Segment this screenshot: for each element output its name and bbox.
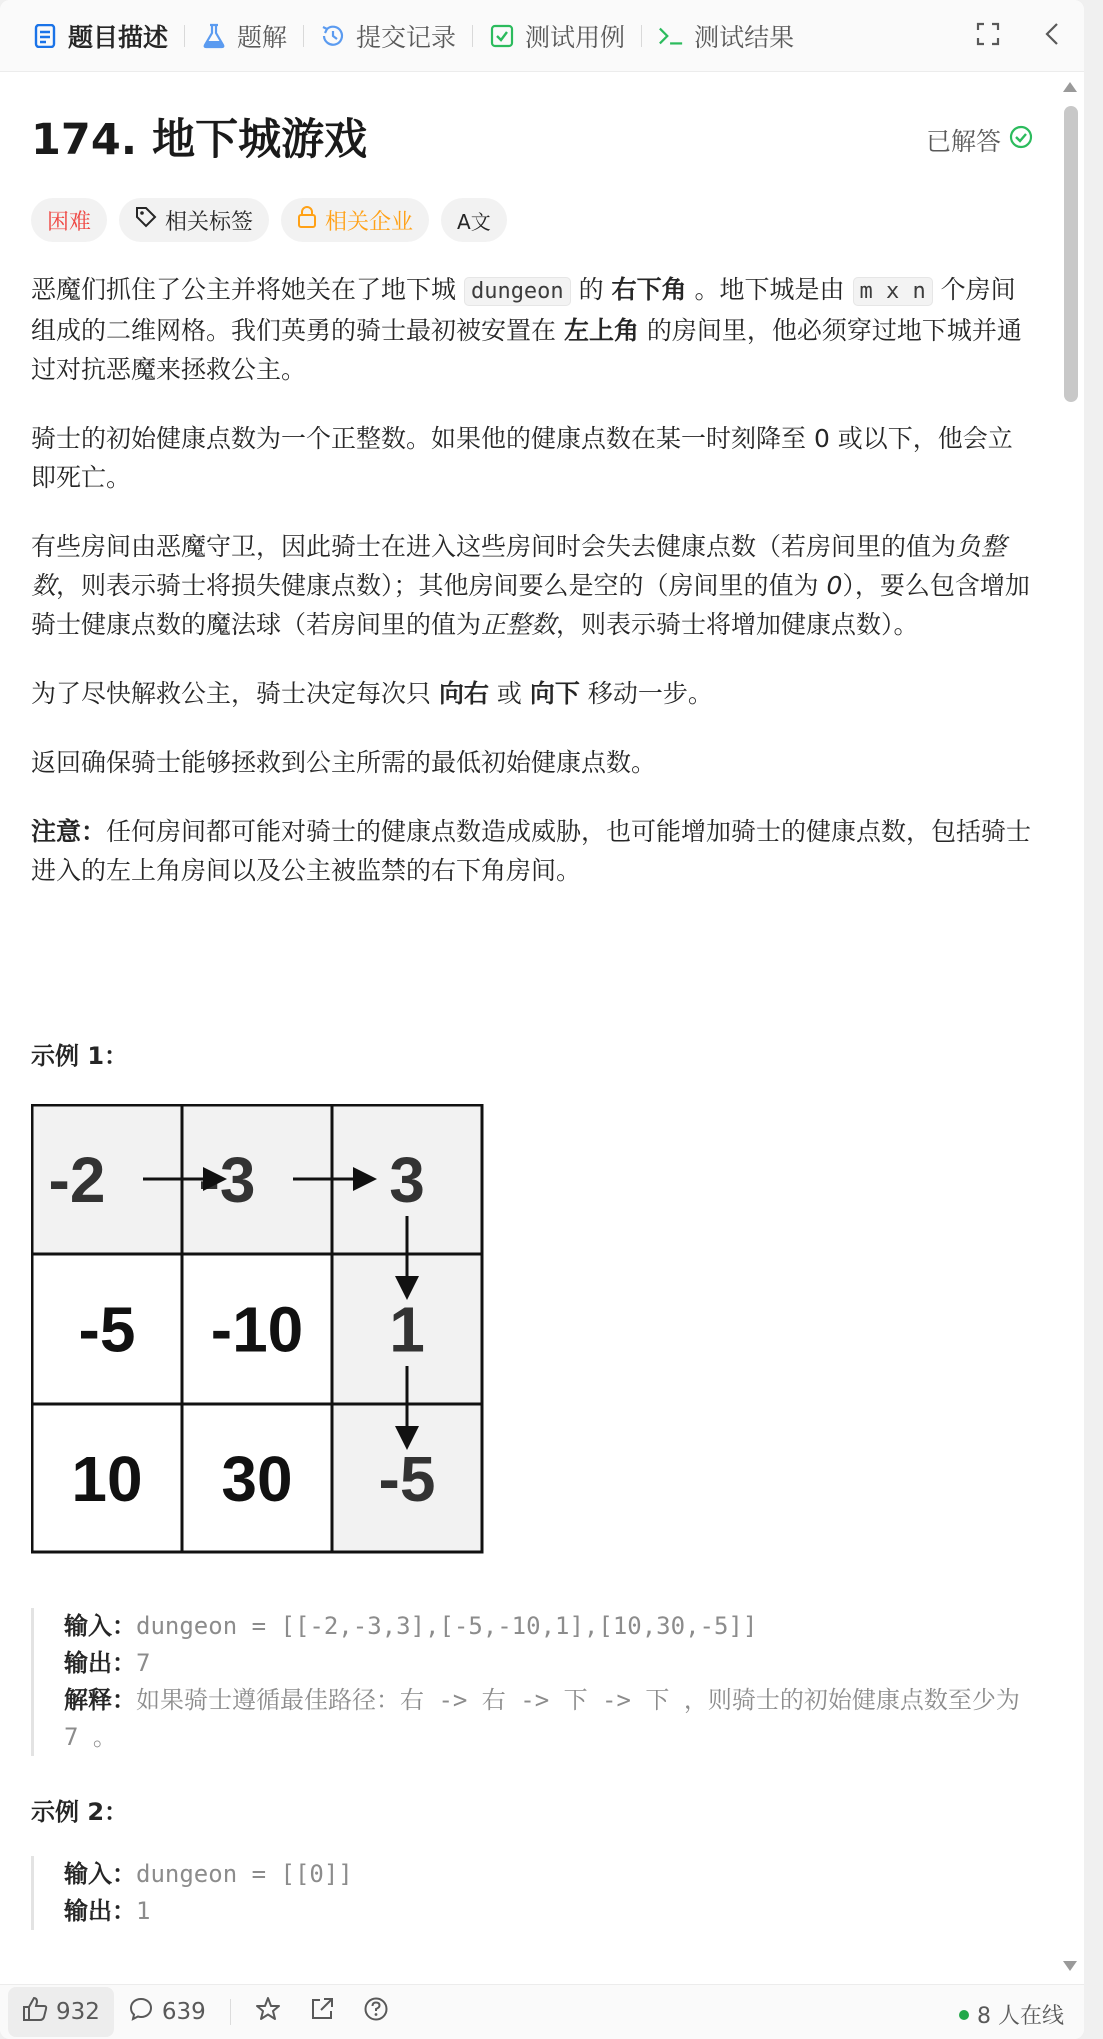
like-button[interactable] [8, 1987, 114, 2037]
problem-description [31, 270, 1033, 920]
grid-cell-value: 3 [389, 1143, 425, 1216]
description-paragraph: 返回确保骑士能够拯救到公主所需的最低初始健康点数。 [31, 748, 657, 777]
example-input: dungeon = [[0]] [136, 1860, 353, 1888]
thumbs-up-icon [22, 1996, 48, 2028]
history-icon [320, 23, 346, 49]
grid-cell-value: -5 [78, 1293, 136, 1366]
like-count: 932 [56, 1999, 100, 2025]
bottom-action-bar [0, 1984, 1084, 2039]
inline-code: m x n [853, 277, 933, 306]
example-1-grid-image [31, 1104, 485, 1554]
online-status [959, 1999, 1064, 2030]
share-button[interactable] [295, 1987, 349, 2037]
grid-cell-value: -10 [210, 1293, 304, 1366]
grid-cell-value: -2 [48, 1143, 106, 1216]
tab-test-results[interactable] [646, 16, 806, 56]
grid-cell-value: 10 [71, 1442, 143, 1515]
tab-test-results-label: 测试结果 [694, 22, 795, 52]
tab-divider [641, 25, 642, 47]
example-1-title: 示例 1： [31, 1042, 129, 1070]
tab-bar [0, 0, 1084, 72]
star-icon [255, 1996, 281, 2028]
tag-icon [135, 206, 157, 234]
online-dot-icon [959, 2010, 969, 2020]
description-paragraph: 有些房间由恶魔守卫，因此骑士在进入这些房间时会失去健康点数（若房间里的值为负整数，则表示骑士将损失健康点数）；其他房间要么是空的（房间里的值为 0），要么包含增加骑士健康点数的魔法球（若房间里的值为正整数，则表示骑士将增加健康点数）。 [31, 532, 1030, 639]
related-companies-button[interactable] [281, 198, 429, 242]
comments-button[interactable] [114, 1987, 220, 2037]
tab-submissions[interactable] [308, 16, 468, 56]
right-gutter [1084, 0, 1103, 2039]
tab-divider [472, 25, 473, 47]
grid-cell-value: 30 [221, 1442, 293, 1515]
check-circle-icon [1009, 125, 1033, 155]
tag-row [31, 198, 507, 242]
example-input-line: 输入：dungeon = [[-2,-3,3],[-5,-10,1],[10,30,-5]] [64, 1612, 758, 1640]
terminal-icon [658, 23, 684, 49]
fullscreen-icon [976, 22, 1000, 50]
example-output: 1 [136, 1897, 151, 1925]
collapse-button[interactable] [1032, 16, 1072, 56]
external-link-icon [309, 1996, 335, 2028]
example-2-title: 示例 2： [31, 1798, 129, 1826]
example-1-block [31, 1608, 1033, 1756]
note-paragraph: 注意：任何房间都可能对骑士的健康点数造成威胁，也可能增加骑士的健康点数，包括骑士进入的左上角房间以及公主被监禁的右下角房间。 [31, 817, 1032, 885]
tab-testcases[interactable] [477, 16, 637, 56]
flask-icon [201, 23, 227, 49]
scroll-up-arrow-icon[interactable] [1062, 78, 1078, 97]
grid-cell-value: -3 [198, 1143, 256, 1216]
tab-submissions-label: 提交记录 [356, 22, 457, 52]
description-paragraph: 骑士的初始健康点数为一个正整数。如果他的健康点数在某一时刻降至 0 或以下，他会立即死亡。 [31, 424, 1013, 492]
related-companies-label: 相关企业 [325, 209, 414, 235]
lock-icon [297, 206, 317, 234]
online-count: 8 人在线 [977, 2004, 1064, 2029]
scrollbar[interactable] [1056, 76, 1084, 1976]
tab-divider [184, 25, 185, 47]
chevron-left-icon [1044, 22, 1060, 50]
fullscreen-button[interactable] [968, 16, 1008, 56]
translate-button[interactable] [441, 198, 507, 242]
tab-solutions[interactable] [189, 16, 299, 56]
favorite-button[interactable] [241, 1987, 295, 2037]
divider [230, 1999, 231, 2025]
tab-description[interactable] [20, 16, 180, 56]
difficulty-badge[interactable]: 困难 [31, 198, 107, 242]
tab-solutions-label: 题解 [237, 22, 288, 52]
problem-content [31, 72, 1033, 1972]
description-paragraph: 为了尽快解救公主，骑士决定每次只 向右 或 向下 移动一步。 [31, 679, 713, 708]
title-row [31, 110, 1033, 170]
page-title: 174. 地下城游戏 [31, 115, 368, 165]
inline-code: dungeon [464, 277, 571, 306]
example-explain-line: 解释：如果骑士遵循最佳路径：右 -> 右 -> 下 -> 下 ，则骑士的初始健康点数至少为 7 。 [64, 1686, 1020, 1751]
solved-label: 已解答 [925, 127, 1001, 156]
translate-icon: A文 [457, 209, 491, 234]
grid-cell-value: -5 [378, 1442, 436, 1515]
example-explain: 如果骑士遵循最佳路径：右 -> 右 -> 下 -> 下 ，则骑士的初始健康点数至少为 7 。 [64, 1686, 1020, 1751]
help-button[interactable] [349, 1987, 403, 2037]
comment-count: 639 [161, 1999, 206, 2025]
example-2-block [31, 1856, 1033, 1930]
scrollbar-thumb[interactable] [1064, 106, 1078, 402]
tab-testcases-label: 测试用例 [525, 22, 626, 52]
example-output: 7 [136, 1649, 151, 1677]
help-icon [363, 1996, 389, 2028]
example-output-line: 输出：1 [64, 1897, 151, 1925]
description-icon [32, 23, 58, 49]
related-tags-button[interactable] [119, 198, 269, 242]
example-input: dungeon = [[-2,-3,3],[-5,-10,1],[10,30,-5]] [136, 1612, 758, 1640]
grid-cell-value: 1 [389, 1293, 425, 1366]
scroll-down-arrow-icon[interactable] [1062, 1957, 1078, 1976]
tab-description-label: 题目描述 [68, 22, 169, 52]
example-output-line: 输出：7 [64, 1649, 151, 1677]
checkbox-icon [489, 23, 515, 49]
comment-icon [128, 1996, 154, 2028]
solved-status [926, 122, 1033, 158]
tab-divider [303, 25, 304, 47]
related-tags-label: 相关标签 [165, 209, 254, 235]
description-paragraph: 恶魔们抓住了公主并将她关在了地下城 dungeon 的 右下角 。地下城是由 m x n 个房间组成的二维网格。我们英勇的骑士最初被安置在 左上角 的房间里，他必须穿过地下城并通过对抗恶魔来拯救公主。 [31, 275, 1022, 384]
example-input-line: 输入：dungeon = [[0]] [64, 1860, 353, 1888]
